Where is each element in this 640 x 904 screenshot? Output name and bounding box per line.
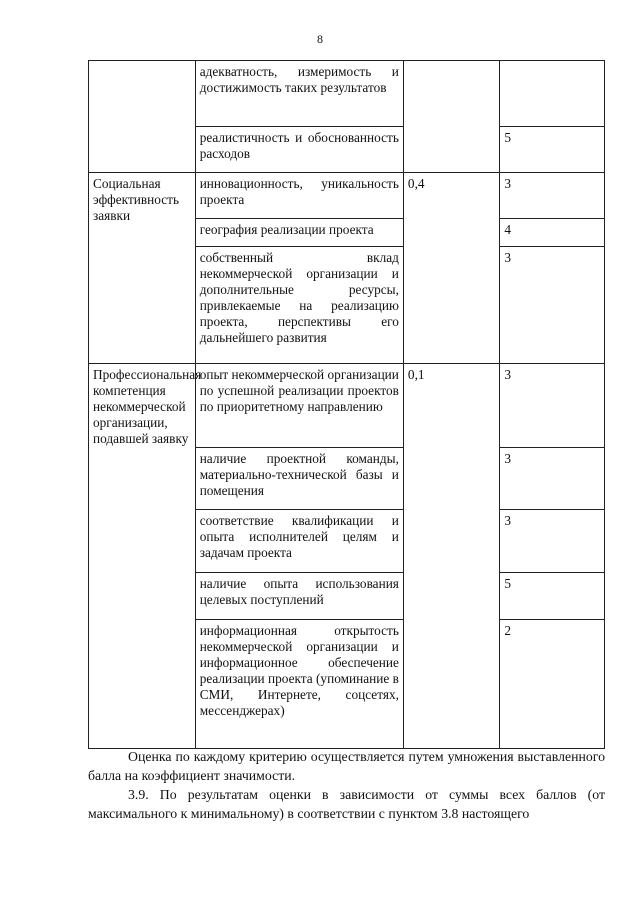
category-cell: Социальная эффективность заявки — [89, 173, 196, 364]
criterion-cell: соответствие квалификации и опыта исполнителей целям и задачам проекта — [195, 510, 403, 573]
score-cell: 3 — [500, 173, 605, 219]
category-cell — [89, 61, 196, 173]
criterion-cell: география реализации проекта — [195, 219, 403, 247]
score-cell: 3 — [500, 510, 605, 573]
table-row — [89, 364, 605, 448]
body-paragraph: Оценка по каждому критерию осуществляется путем умножения выставленного балла на коэффициент значимости. — [88, 749, 605, 783]
criterion-cell: собственный вклад некоммерческой организации и дополнительные ресурсы, привлекаемые на реализацию проекта, перспективы его дальнейшего развития — [195, 247, 403, 364]
coefficient-cell: 0,1 — [403, 364, 499, 749]
coefficient-cell: 0,4 — [403, 173, 499, 364]
score-cell: 5 — [500, 127, 605, 173]
score-cell: 5 — [500, 573, 605, 620]
coefficient-cell — [403, 61, 499, 173]
criterion-cell: реалистичность и обоснованность расходов — [195, 127, 403, 173]
criterion-cell: информационная открытость некоммерческой организации и информационное обеспечение реализации проекта (упоминание в СМИ, Интернете, соцсетях, мессенджерах) — [195, 620, 403, 749]
page-number: 8 — [317, 32, 323, 46]
score-cell: 3 — [500, 364, 605, 448]
score-cell: 3 — [500, 247, 605, 364]
criterion-cell: инновационность, уникальность проекта — [195, 173, 403, 219]
table-row — [89, 173, 605, 219]
criterion-cell: опыт некоммерческой организации по успешной реализации проектов по приоритетному направлению — [195, 364, 403, 448]
criterion-cell: наличие опыта использования целевых поступлений — [195, 573, 403, 620]
score-cell: 4 — [500, 219, 605, 247]
score-cell: 2 — [500, 620, 605, 749]
criteria-table — [88, 60, 605, 749]
criterion-cell: наличие проектной команды, материально-технической базы и помещения — [195, 448, 403, 510]
category-cell: Профессиональная компетенция некоммерческой организации, подавшей заявку — [89, 364, 196, 749]
score-cell — [500, 61, 605, 127]
table-row — [89, 61, 605, 127]
score-cell: 3 — [500, 448, 605, 510]
body-paragraph: 3.9. По результатам оценки в зависимости от суммы всех баллов (от максимального к минимальному) в соответствии с пунктом 3.8 настоящего — [88, 787, 605, 821]
criterion-cell: адекватность, измеримость и достижимость таких результатов — [195, 61, 403, 127]
